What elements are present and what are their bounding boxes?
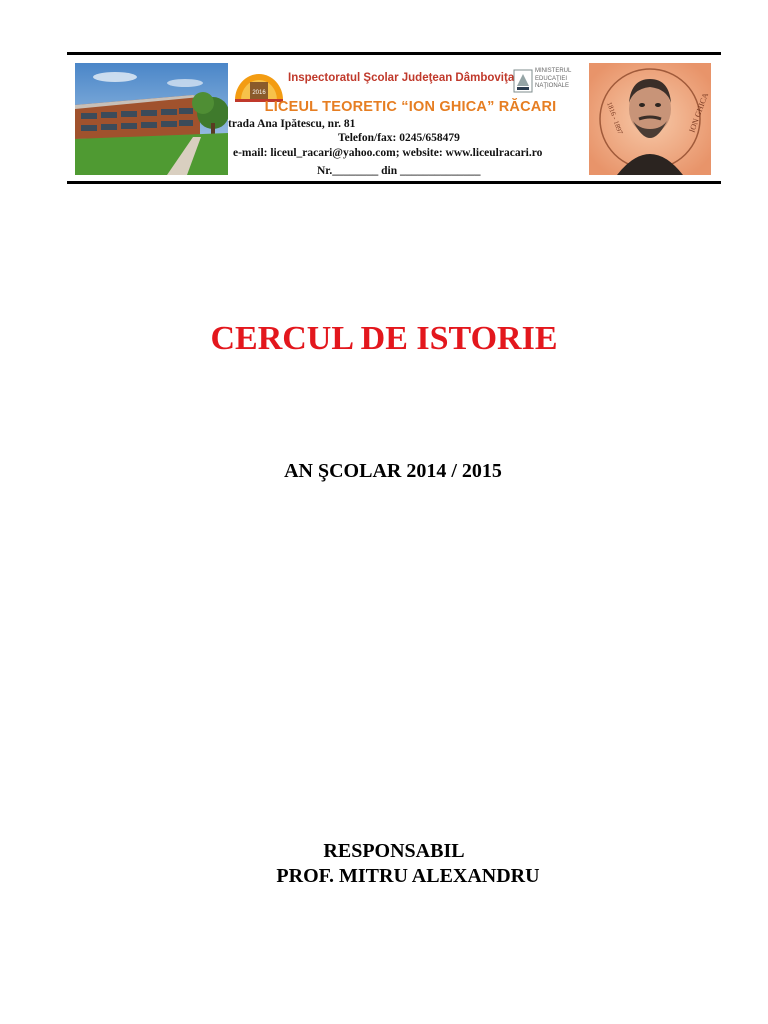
registration-number-line: Nr.________ din ______________ bbox=[317, 165, 481, 177]
school-email-website: e-mail: liceul_racari@yahoo.com; website: www.liceulracari.ro bbox=[233, 147, 543, 159]
document-title: CERCUL DE ISTORIE bbox=[210, 320, 558, 357]
school-phone: Telefon/fax: 0245/658479 bbox=[338, 132, 460, 144]
ion-ghica-portrait bbox=[589, 63, 711, 175]
school-building-photo bbox=[75, 63, 228, 175]
inspectorate-name: Inspectoratul Şcolar Judeţean Dâmboviţa bbox=[288, 72, 515, 84]
header-bottom-rule bbox=[67, 181, 721, 184]
school-address: trada Ana Ipătescu, nr. 81 bbox=[228, 118, 356, 130]
letterhead-text bbox=[228, 60, 585, 178]
ministry-line-3: NAŢIONALE bbox=[535, 83, 570, 89]
ministry-line-2: EDUCAŢIEI bbox=[535, 75, 568, 82]
portrait-years: 1816 - 1897 bbox=[605, 100, 625, 136]
logo-year: 2016 bbox=[252, 90, 266, 96]
inspectorate-logo bbox=[233, 70, 285, 102]
responsible-label: RESPONSABIL bbox=[323, 840, 465, 862]
ministry-name bbox=[535, 68, 583, 91]
school-year: AN ŞCOLAR 2014 / 2015 bbox=[284, 460, 502, 482]
responsible-name: PROF. MITRU ALEXANDRU bbox=[276, 865, 540, 887]
letterhead bbox=[73, 60, 713, 178]
school-name: LICEUL TEORETIC “ION GHICA” RĂCARI bbox=[264, 99, 557, 115]
header-top-rule bbox=[67, 52, 721, 55]
ministry-logo bbox=[513, 68, 533, 94]
ministry-line-1: MINISTERUL bbox=[535, 68, 572, 74]
portrait-caption: ION GHICA bbox=[687, 91, 711, 134]
